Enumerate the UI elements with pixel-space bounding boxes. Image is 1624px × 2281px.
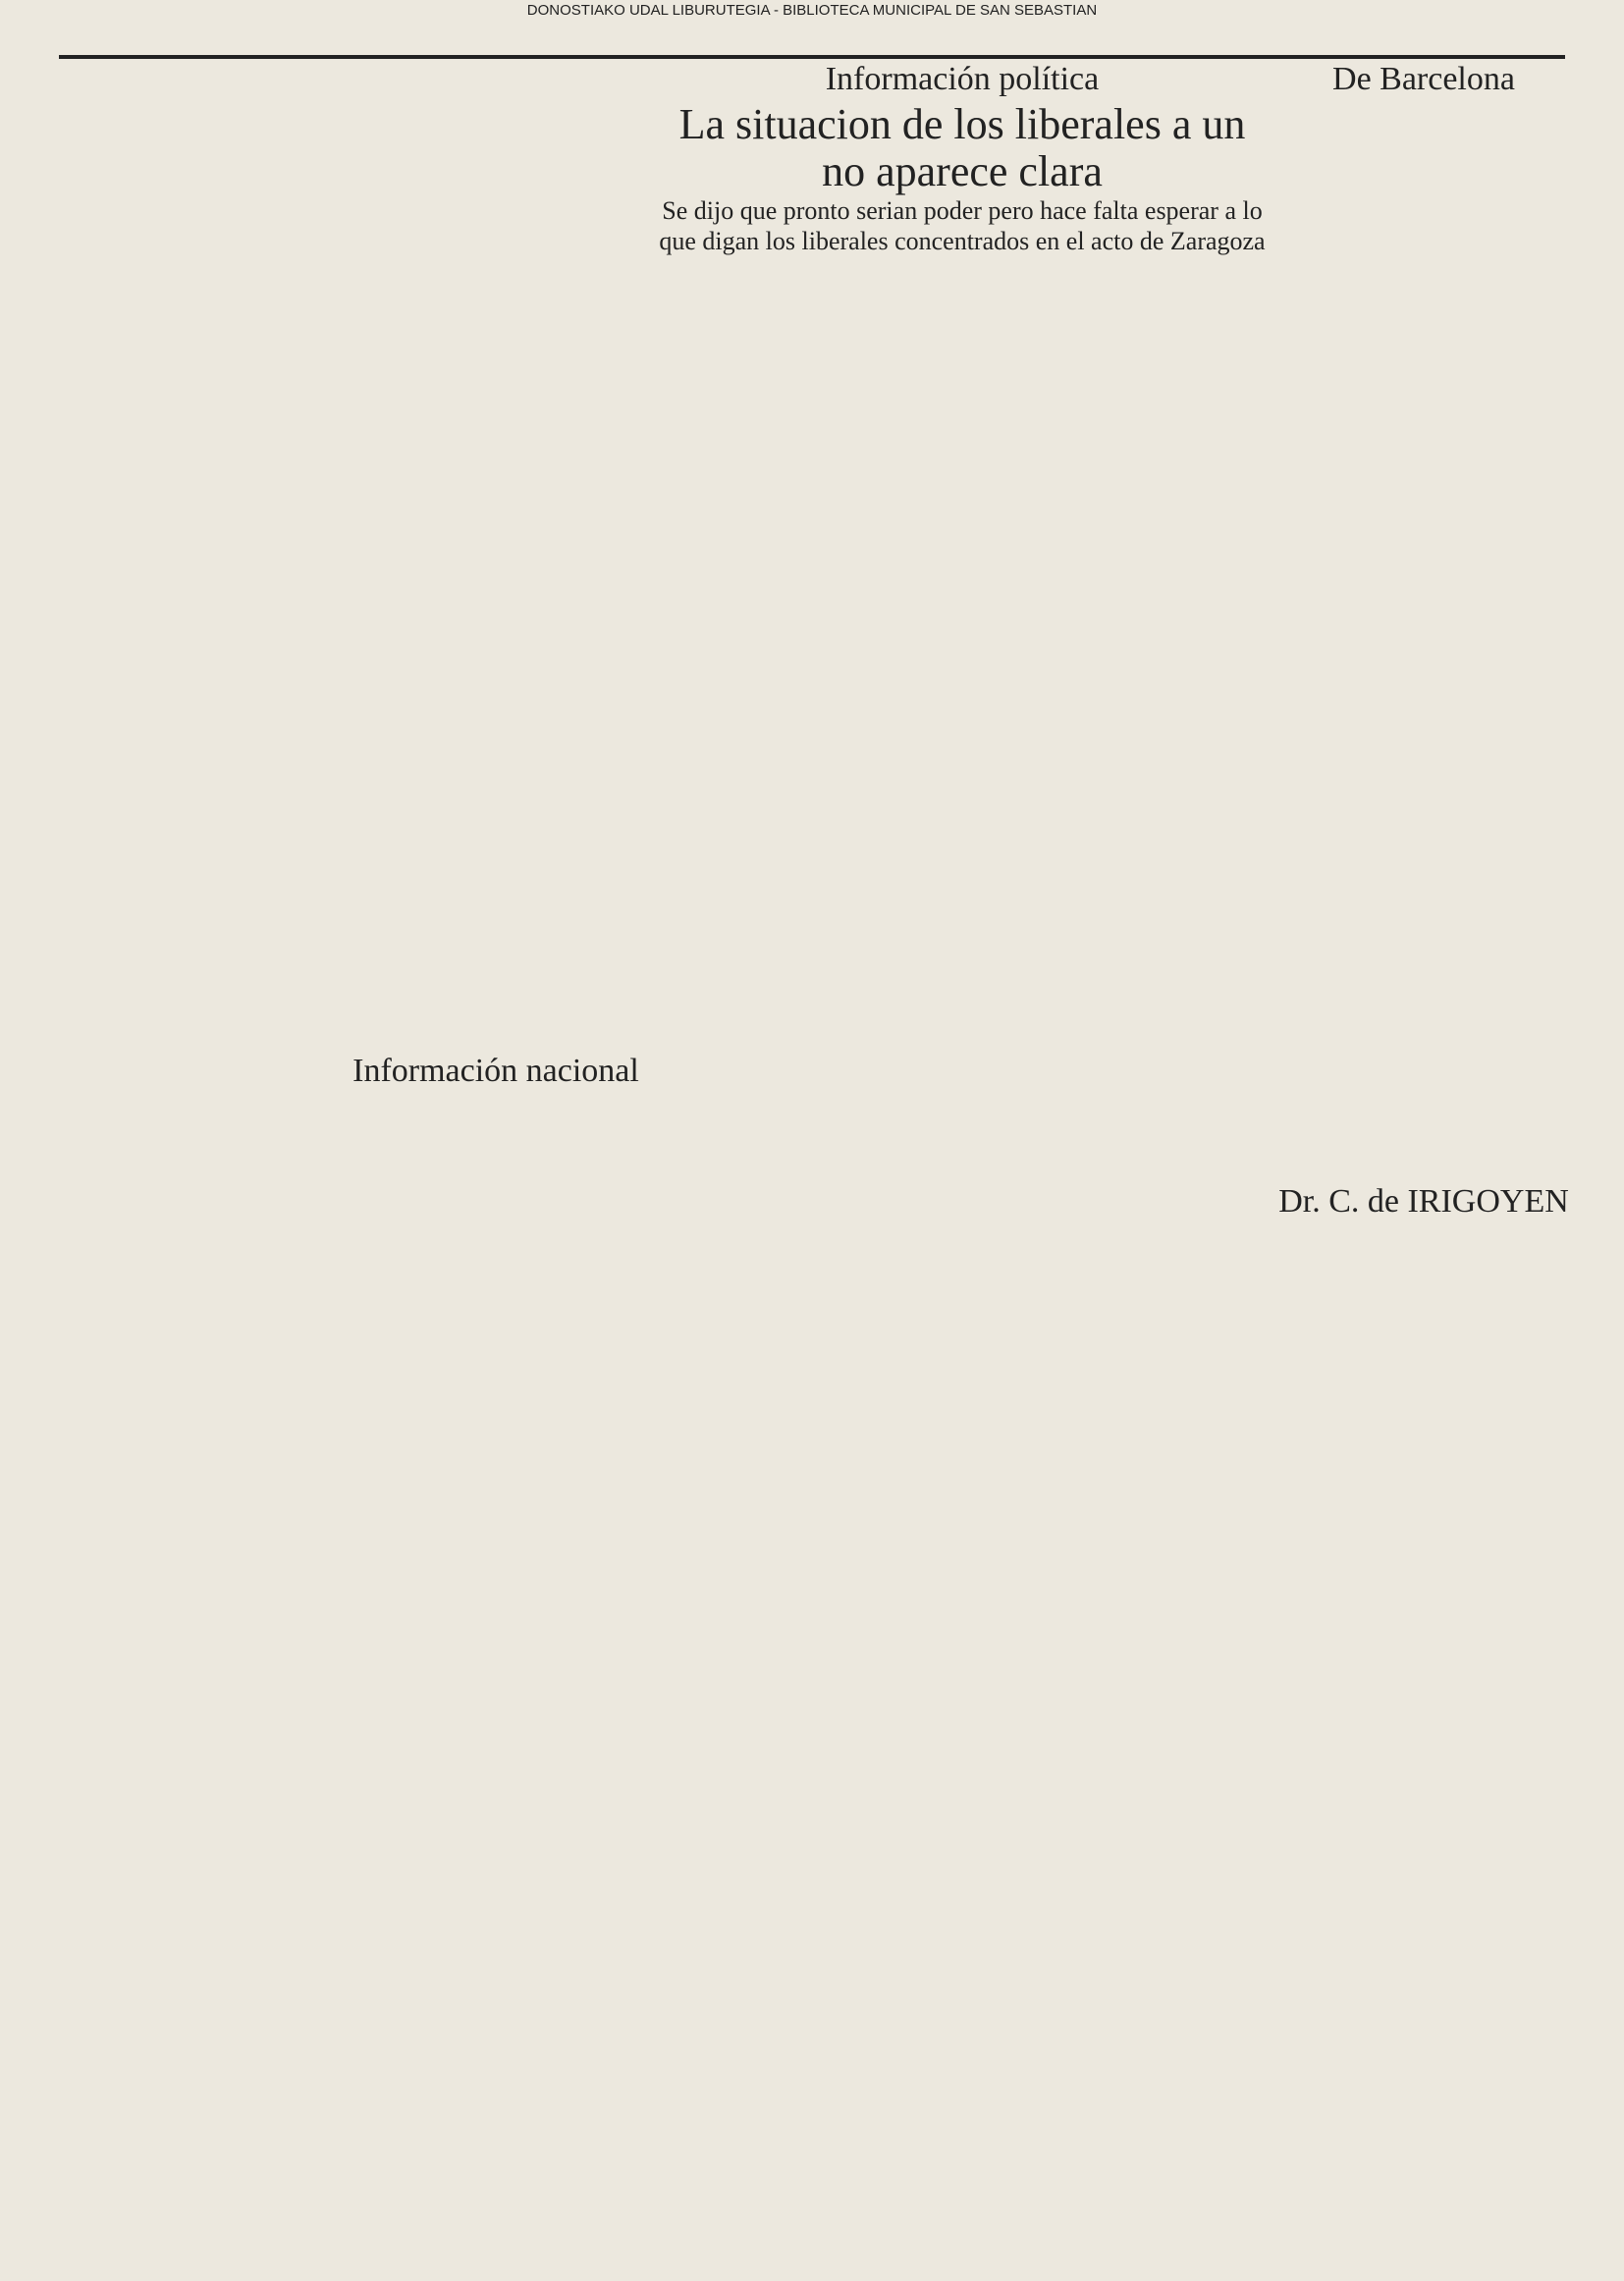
library-header: DONOSTIAKO UDAL LIBURUTEGIA - BIBLIOTECA MUNICIPAL DE SAN SEBASTIAN (526, 2, 1098, 19)
subhead: Se dijo que pronto serian poder pero hace falta esperar a lo que digan los liberales concentrados en el acto de Zaragoza (659, 196, 1266, 256)
section-title: De Barcelona (1332, 61, 1515, 97)
politics-column (658, 59, 1267, 257)
ad-title: Dr. C. de IRIGOYEN (1278, 1182, 1569, 1220)
section-title: Información nacional (352, 1053, 639, 1089)
section-title: Información política (825, 61, 1100, 97)
barcelona-column (1276, 59, 1571, 1222)
national-column (349, 1051, 643, 1093)
headline: La situacion de los liberales a un no aparece clara (678, 99, 1246, 195)
